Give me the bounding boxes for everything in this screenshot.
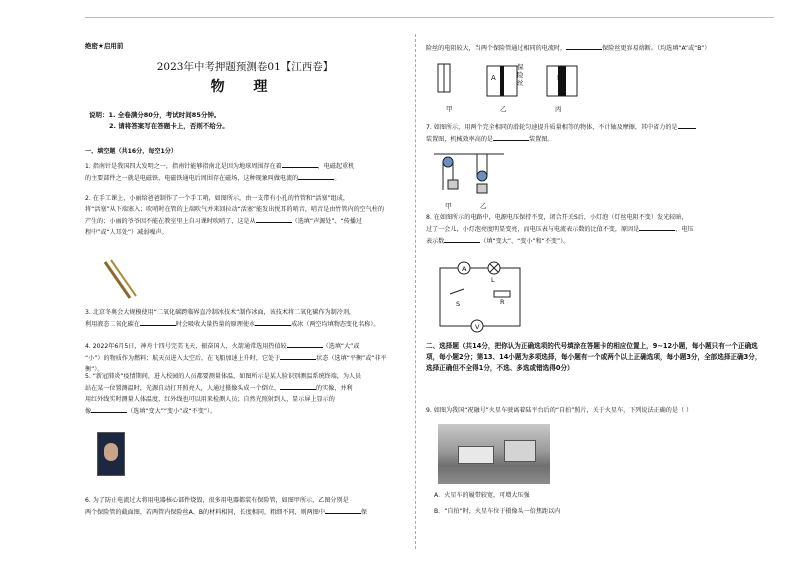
q6-text-b: 两个保险管的截面图，若两管内保险丝A、B的材料相同，长度相同，粗细不同，则两图中 [85, 509, 325, 516]
fig6-label-yi: 乙 [500, 105, 507, 113]
ammeter-label: A [462, 265, 467, 273]
q1-blank-2 [298, 172, 334, 180]
face-recognition-terminal-figure [97, 432, 125, 476]
fuse-label-a: A [491, 74, 496, 82]
q3-blank-2 [255, 318, 291, 326]
q7-text-a: 7. 如图所示，用两个完全相同的滑轮匀速提升质量相等的物体，不计轴及摩擦，其中省力的是 [426, 124, 678, 131]
q5-text-a: 5. “新冠肺炎”疫情期间，进入校园的人员都要测量体温，如图所示是某人脸识别测温系统终端，为人员 [85, 373, 362, 380]
fig7-label-jia: 甲 [445, 202, 452, 210]
section2-heading: 二、选择题（共14分，把你认为正确选项的代号填涂在答题卡的相应位置上，9~12小题，每小题只有一个正确选项，每小题2分；第13、14小题为多项选择，每小题有一个或两个以上正确选项，每小题3分，全部选择正确3分，选择正确但不全得1分，不选、多选或错选得0分） [426, 342, 762, 372]
question-1 [85, 160, 405, 184]
q5-text-d: 用红外线实时测量人体温度，红外线也可以用来检测人员；自然光照射到人，显示屏上显示的 [85, 396, 335, 403]
section1-heading: 一、填空题（共16分，每空1分） [85, 148, 177, 155]
rover-body-icon [458, 446, 494, 464]
q8-text-c: ，电压 [675, 226, 694, 233]
q6-blank-1 [325, 506, 361, 514]
q8-text-a: 8. 在如图所示的电路中，电源电压保持不变，闭合开关S后，小灯泡（灯丝电阻不变）发光较暗， [426, 214, 688, 221]
face-icon [104, 443, 118, 461]
column-divider [415, 34, 416, 549]
question-2 [85, 193, 405, 238]
q3-text-c: 时会吸收大量热量的原理使水 [175, 321, 256, 328]
q8-text-e: （填“变大”、“变小”和“不变”）。 [480, 238, 570, 245]
mars-rover-photo [438, 424, 550, 484]
q2-blank [256, 215, 292, 223]
q4-blank-1 [287, 340, 323, 348]
q2-text-e: 程中”或“人耳处”）减弱噪声。 [85, 229, 168, 236]
page-top-rule [85, 17, 774, 18]
q3-text-b: 利用液态二氧化碳在 [85, 321, 140, 328]
fig6-label-bing: 丙 [555, 105, 562, 113]
q2-text-a: 2. 在手工课上，小丽给爸爸制作了一个手工哨，如图所示，由一支带有小孔的竹管和“活塞”组成， [85, 195, 349, 202]
q5-text-e: 像 [85, 408, 92, 415]
q5-text-c: 的实像，并利 [316, 385, 353, 392]
resistor-label: R [500, 298, 505, 306]
exam-subject: 物 理 [210, 79, 280, 95]
fig7-label-yi: 乙 [480, 202, 487, 210]
pulley-figure [434, 152, 504, 200]
q4-text-a: 4. 2022年6月5日，神舟十四号完美飞天，振奋国人，火箭通常选用热值较 [85, 343, 287, 350]
question-6 [85, 495, 405, 518]
q1-text-b: ，电磁起重机 [317, 163, 355, 170]
q5-text-b: 站在某一位置测温时，光源自动打开照亮人，人通过摄像头成一个倒立、 [85, 385, 280, 392]
note-line-1: 说明：1. 全卷满分80分，考试时间85分钟。 [89, 111, 221, 119]
circuit-diagram [436, 260, 526, 335]
q2-text-c: 产生的；小丽的爷爷因不能在教室里上自习课时吹哨了，这是从 [85, 218, 256, 225]
question-3 [85, 307, 405, 330]
q5-blank-1 [280, 382, 316, 390]
question-6-continued [426, 42, 762, 54]
q2-text-d: （选填“声源处”、“传播过 [291, 218, 363, 225]
q4-text-d: 状态（选填“平衡”或“非平衡”）。 [85, 355, 387, 373]
q6-text-c: 保 [360, 509, 368, 516]
q5-text-f: （选填“变大”“变小”或“不变”）。 [127, 408, 217, 415]
q9-option-a: A．火星车的履带较宽，可增大压强 [434, 492, 530, 499]
switch-label: S [456, 300, 461, 308]
exam-notes [85, 110, 405, 132]
q4-text-c: “小”）的物质作为燃料；航天员进入太空后，在飞船加速上升时，它处于 [85, 355, 281, 362]
q3-blank-1 [140, 318, 176, 326]
q3-text-d: 成冰（两空均填物态变化名称）。 [291, 321, 380, 328]
q1-blank-1 [282, 160, 318, 168]
q6-text-a: 6. 为了防止电流过大将用电器核心部件烧毁，很多用电器都装有保险管，如图甲所示，乙图分别是 [85, 497, 349, 504]
fuse-label-b: B [557, 74, 562, 82]
q6b-text-b: 保险丝更容易熔断。（均选填“A”或“B”） [602, 45, 711, 52]
question-8 [426, 212, 762, 247]
question-4 [85, 340, 405, 375]
voltmeter-label: V [475, 323, 480, 331]
fig6-label-jia: 甲 [446, 105, 453, 113]
q2-text-b: 将“活塞”从下端塞入；吹哨时在管的上端吹气并来回拉动“活塞”能发出悦耳的哨音，哨音是由竹管内的空气柱的 [85, 206, 385, 213]
q6-blank-2 [566, 42, 602, 50]
q1-text-a: 1. 指南针是我国四大发明之一，指南针能够指南北是因为地球周围存在着 [85, 163, 282, 170]
whistle-figure [100, 258, 140, 303]
q8-text-b: 过了一会儿，小灯泡亮度明显变亮，而电压表与电流表示数的比值不变，原因是 [426, 226, 640, 233]
lamp-label: L [491, 276, 495, 284]
q5-blank-2 [91, 405, 127, 413]
note-line-2: 2. 请将答案写在答题卡上，否则不给分。 [109, 122, 229, 130]
question-9: 9. 如图为我国“祝融号”火星车驶离着陆平台后的“自拍”照片，关于火星车，下列说法正确的是（ ） [426, 407, 693, 414]
q1-text-d: 。 [334, 175, 341, 182]
question-5 [85, 371, 405, 417]
q6b-text-a: 险丝的电阻较大，当两个保险管通过相同的电流时， [426, 45, 567, 52]
q7-text-c: 装置图。 [529, 136, 554, 143]
q3-text-a: 3. 北京冬奥会大规模使用“二氧化碳跨临界直冷制冰技术”制作冰面，该技术将二氧化碳作为制冷剂， [85, 309, 356, 316]
q8-blank-1 [639, 223, 675, 231]
secret-label: 绝密★启用前 [85, 42, 124, 50]
exam-title: 2023年中考押题预测卷01【江西卷】 [156, 61, 334, 73]
q4-text-b: （选填“大”或 [322, 343, 360, 350]
question-7 [426, 121, 762, 145]
q9-option-b: B．“自拍”时，火星车位于摄像头一倍焦距以内 [434, 508, 561, 515]
q7-blank-2 [493, 133, 529, 141]
q7-text-b: 装置图，机械效率高的是 [426, 136, 494, 143]
q8-blank-2 [444, 235, 480, 243]
landing-platform-icon [504, 440, 536, 462]
fuse-wire-label: 保险丝 [517, 63, 524, 87]
q1-text-c: 的主要部件之一就是电磁铁，电磁铁通电后周围存在磁场，这种现象叫做电流的 [85, 175, 299, 182]
q8-text-d: 表示数 [426, 238, 445, 245]
q4-blank-2 [280, 352, 316, 360]
q7-blank-1 [678, 121, 696, 129]
